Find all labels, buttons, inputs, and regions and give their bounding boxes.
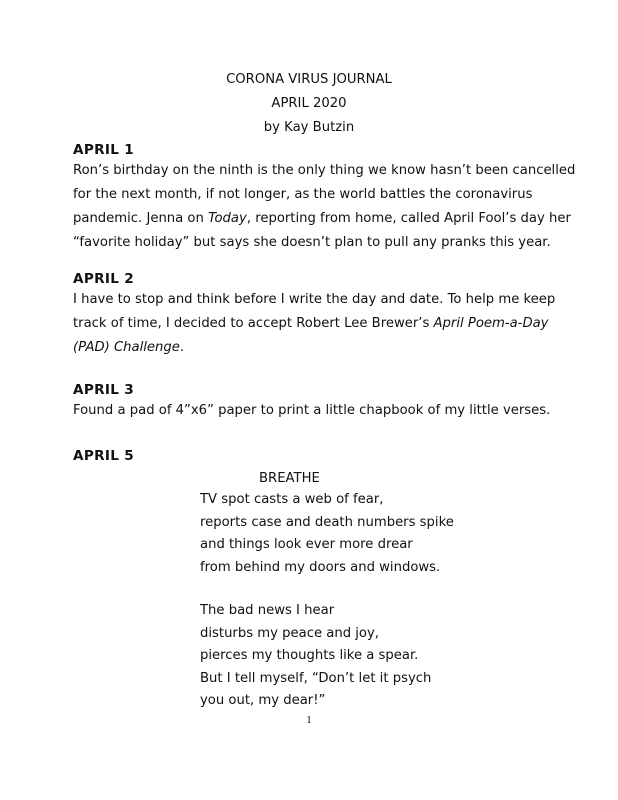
entry-line xyxy=(73,312,553,336)
entry-line xyxy=(73,336,553,360)
entry-heading-april-1: APRIL 1 xyxy=(73,142,134,158)
entry-line: Found a pad of 4”x6” paper to print a little chapbook of my little verses. xyxy=(73,403,551,418)
page-number: 1 xyxy=(306,714,312,726)
italic-challenge-name: April Poem-a-Day xyxy=(433,316,549,331)
poem-line: The bad news I hear xyxy=(200,603,335,618)
text-run: track of time, I decided to accept Robert Lee Brewer’s xyxy=(73,316,434,331)
italic-challenge-name: (PAD) Challenge xyxy=(73,340,180,355)
poem-line: But I tell myself, “Don’t let it psych xyxy=(200,670,432,686)
poem-line: you out, my dear!” xyxy=(200,693,326,708)
italic-title-today: Today xyxy=(208,211,247,226)
entry-heading-april-5: APRIL 5 xyxy=(73,448,134,464)
poem-title: BREATHE xyxy=(259,471,320,486)
poem-line: reports case and death numbers spike xyxy=(200,514,454,530)
entry-body-april-2 xyxy=(73,288,556,360)
poem-line: TV spot casts a web of fear, xyxy=(200,492,384,507)
poem-stanza-2 xyxy=(200,600,431,713)
entry-line: I have to stop and think before I write the day and date. To help me keep xyxy=(73,292,556,307)
journal-byline: by Kay Butzin xyxy=(263,120,355,135)
entry-body-april-3 xyxy=(73,399,553,423)
entry-line: for the next month, if not longer, as the world battles the coronavirus xyxy=(73,187,533,202)
poem-line: from behind my doors and windows. xyxy=(200,559,441,575)
text-run: . xyxy=(179,340,185,355)
poem-stanza-1 xyxy=(200,489,454,579)
journal-title: CORONA VIRUS JOURNAL xyxy=(226,72,392,87)
entry-line: Ron’s birthday on the ninth is the only thing we know hasn’t been cancelled xyxy=(73,163,576,178)
poem-line: disturbs my peace and joy, xyxy=(200,625,379,641)
text-run: pandemic. Jenna on xyxy=(73,211,209,226)
entry-heading-april-3: APRIL 3 xyxy=(73,382,134,398)
poem-line: and things look ever more drear xyxy=(200,537,413,552)
entry-heading-april-2: APRIL 2 xyxy=(73,271,134,287)
entry-line: “favorite holiday” but says she doesn’t plan to pull any pranks this year. xyxy=(73,235,551,250)
text-run: , reporting from home, called April Fool’s day her xyxy=(246,211,571,226)
entry-line xyxy=(73,207,571,231)
entry-body-april-1 xyxy=(73,159,576,255)
poem-line: pierces my thoughts like a spear. xyxy=(200,648,419,663)
journal-date: APRIL 2020 xyxy=(271,96,347,111)
